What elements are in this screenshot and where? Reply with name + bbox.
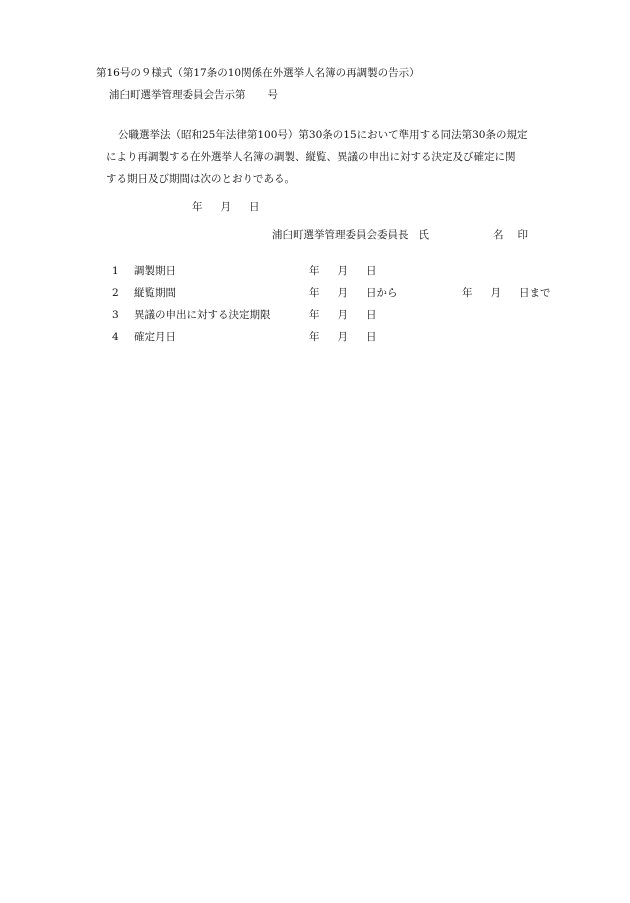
date-year: 年 <box>192 201 203 213</box>
item-year: 年 <box>309 309 320 321</box>
list-item <box>112 308 582 330</box>
item-month: 月 <box>337 265 348 277</box>
item-label: 確定月日 <box>134 331 176 343</box>
item-year: 年 <box>309 265 320 277</box>
schedule-list <box>112 264 582 352</box>
signature-seal: 印 <box>517 229 528 241</box>
item-number: 4 <box>112 331 119 343</box>
body-paragraph <box>96 128 572 194</box>
item-number: 2 <box>112 287 119 299</box>
item-date <box>309 264 377 278</box>
body-line: により再調製する在外選挙人名簿の調製、縦覧、異議の申出に対する決定及び確定に関 <box>106 151 516 163</box>
item-month: 月 <box>337 309 348 321</box>
item-label: 調製期日 <box>134 265 176 277</box>
signature-line <box>272 228 528 242</box>
list-item <box>112 264 582 286</box>
item-day: 日から <box>366 287 398 299</box>
item-number: 3 <box>112 309 119 321</box>
body-line: する期日及び期間は次のとおりである。 <box>106 173 295 185</box>
notice-date <box>192 200 260 214</box>
signature-title: 浦臼町選挙管理委員会委員長 <box>272 229 409 241</box>
list-item <box>112 330 582 352</box>
item-day: 日 <box>366 265 377 277</box>
item-end-date <box>462 286 551 300</box>
notice-number-line <box>109 88 278 102</box>
item-month: 月 <box>337 287 348 299</box>
body-line: 公職選挙法（昭和25年法律第100号）第30条の15において準用する同法第30条の規定 <box>118 129 528 141</box>
signature-mei: 名 <box>493 229 504 241</box>
item-date <box>309 286 398 300</box>
list-item <box>112 286 582 308</box>
item-day: 日 <box>366 309 377 321</box>
date-day: 日 <box>249 201 260 213</box>
item-label: 異議の申出に対する決定期限 <box>134 309 271 321</box>
date-month: 月 <box>220 201 231 213</box>
item-number: 1 <box>112 265 119 277</box>
item-day: 日まで <box>519 287 551 299</box>
item-date <box>309 330 377 344</box>
notice-prefix: 浦臼町選挙管理委員会告示第 <box>109 89 246 101</box>
notice-suffix: 号 <box>267 89 278 101</box>
item-date <box>309 308 377 322</box>
item-month: 月 <box>490 287 501 299</box>
item-year: 年 <box>309 331 320 343</box>
item-year: 年 <box>462 287 473 299</box>
signature-shi: 氏 <box>418 229 429 241</box>
item-month: 月 <box>337 331 348 343</box>
form-title: 第16号の９様式（第17条の10関係在外選挙人名簿の再調製の告示） <box>96 67 420 79</box>
item-year: 年 <box>309 287 320 299</box>
item-day: 日 <box>366 331 377 343</box>
item-label: 縦覧期間 <box>134 287 176 299</box>
